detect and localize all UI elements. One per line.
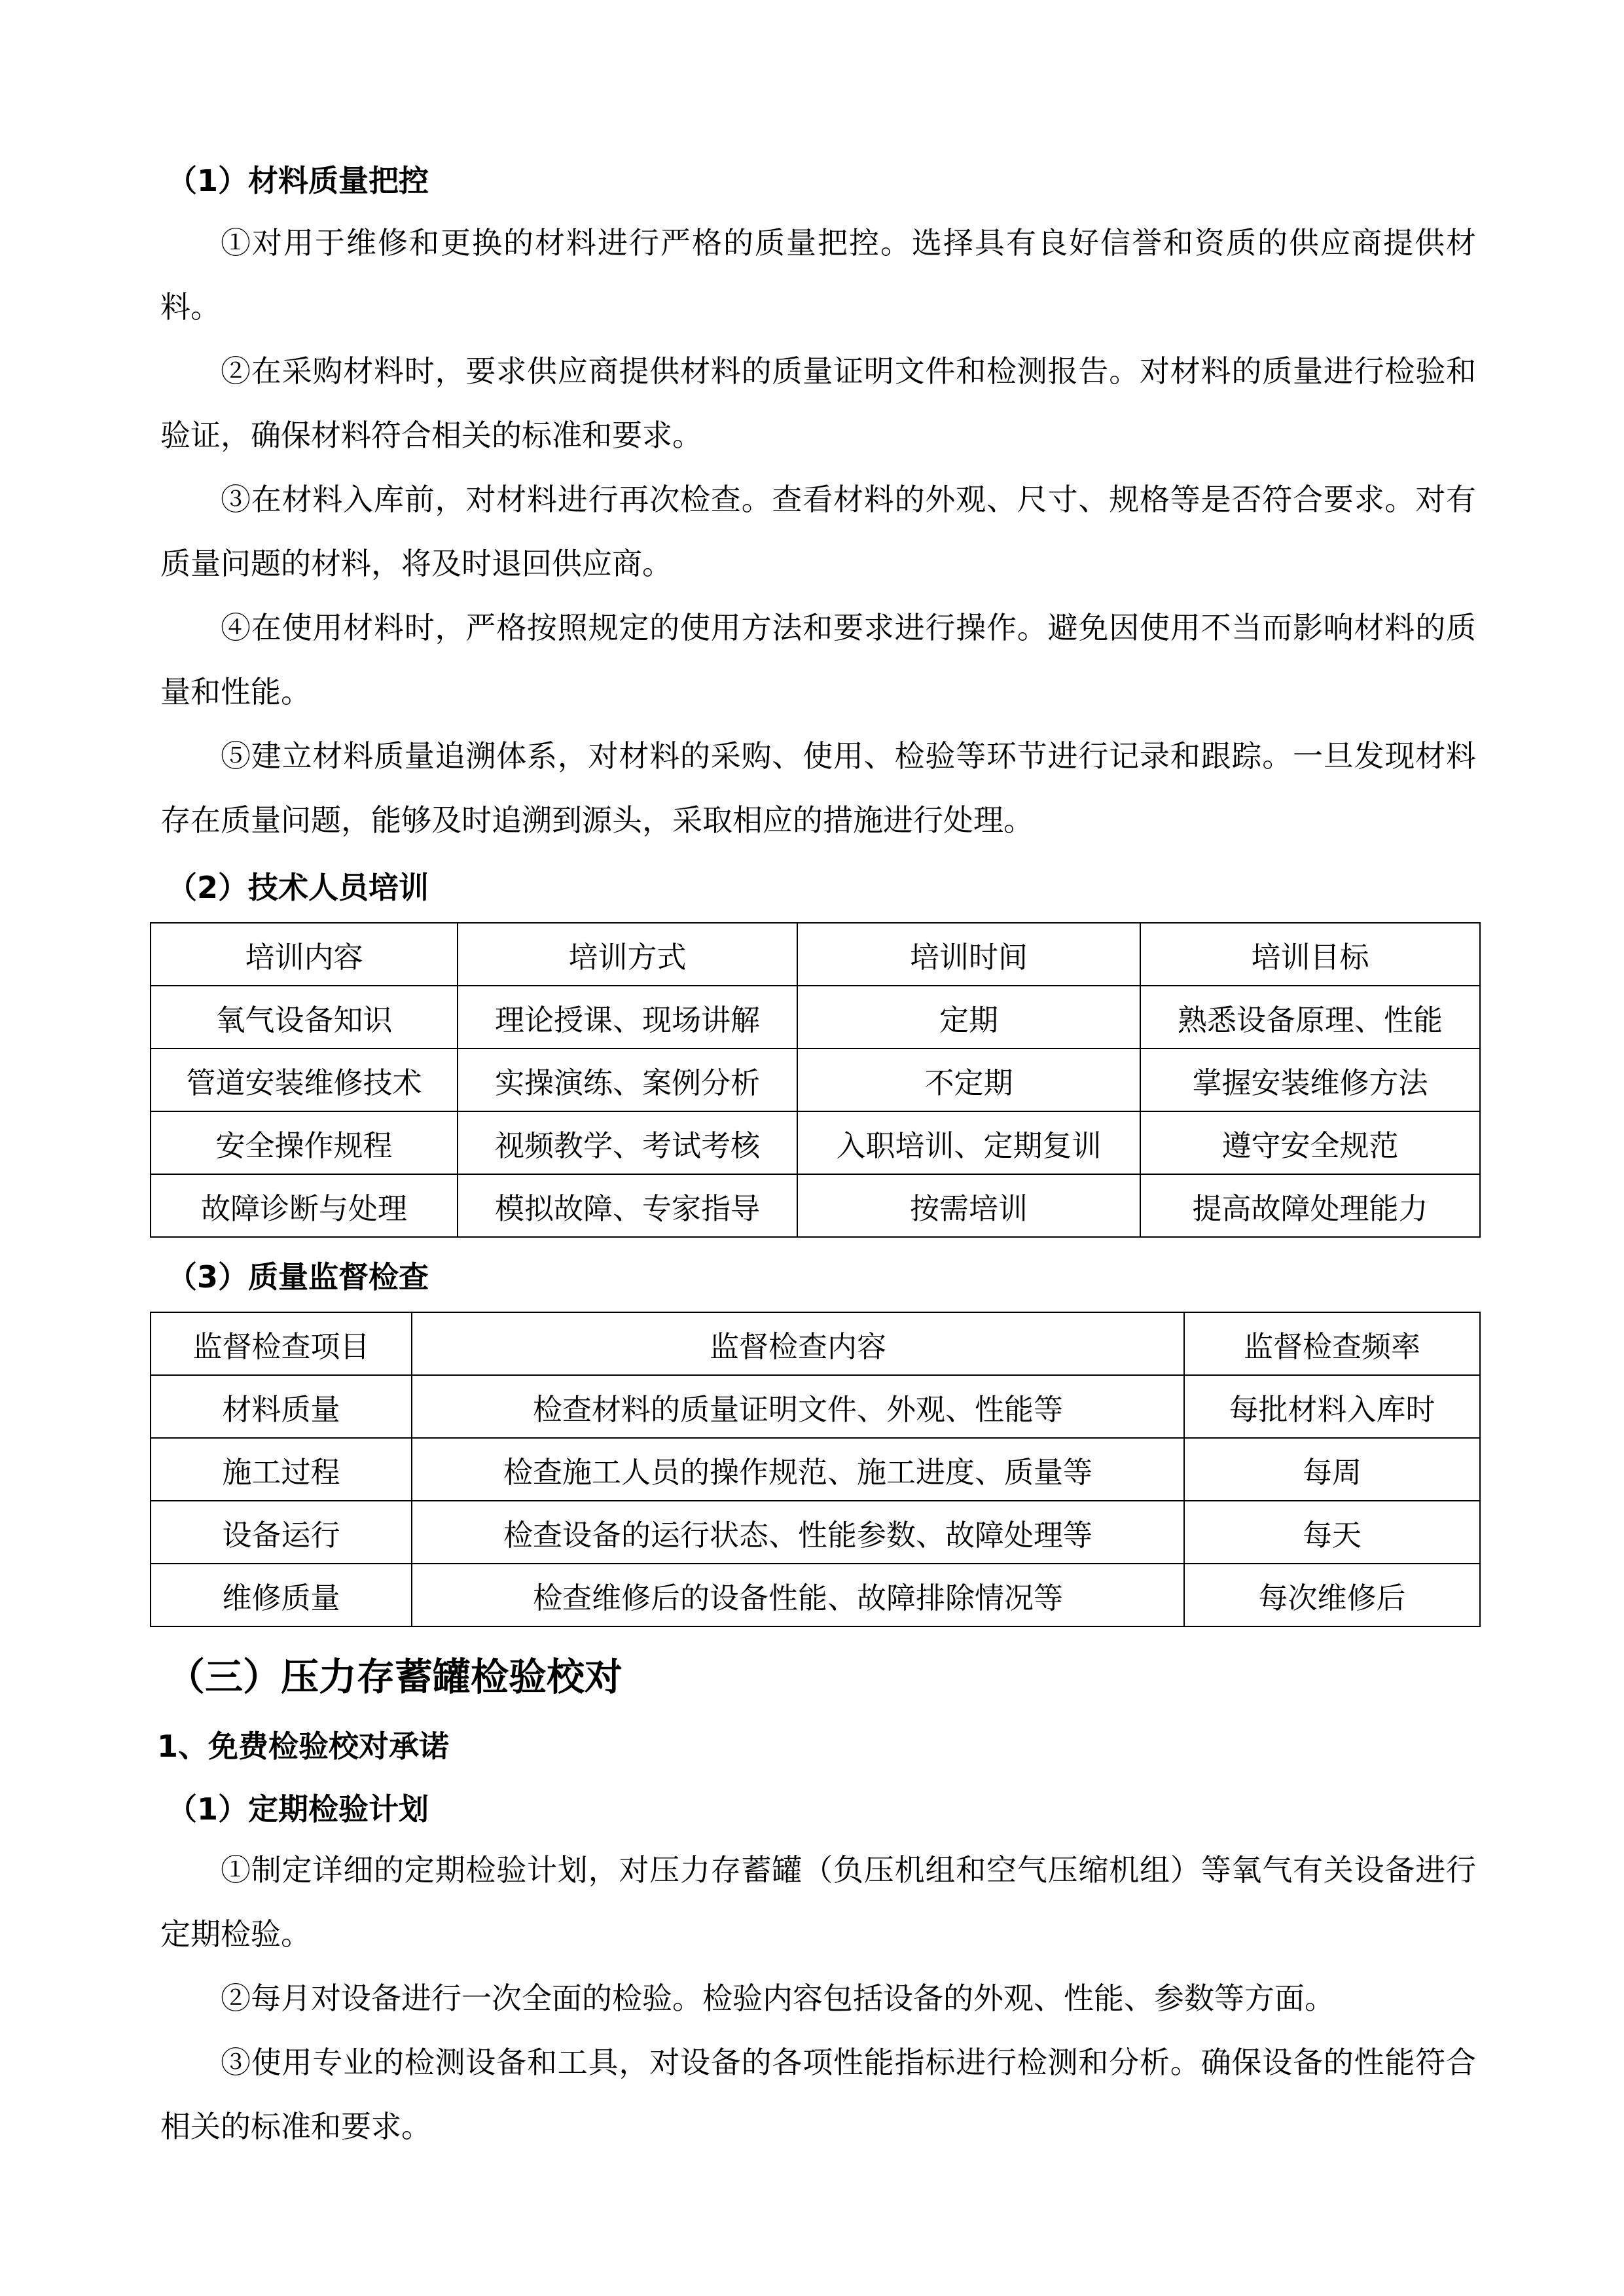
paragraph-6: ①制定详细的定期检验计划，对压力存蓄罐（负压机组和空气压缩机组）等氧气有关设备进行定期检验。: [160, 1852, 1476, 1952]
paragraph-1: ①对用于维修和更换的材料进行严格的质量把控。选择具有良好信誉和资质的供应商提供材料。: [160, 225, 1476, 325]
table-row: [151, 1174, 1480, 1237]
subheading-free-inspection: 1、免费检验校对承诺: [157, 1729, 450, 1764]
table-header-cell: 培训方式: [458, 923, 797, 986]
table-header-row: [151, 1312, 1480, 1375]
table-row: [151, 986, 1480, 1049]
table-row: [151, 1375, 1480, 1438]
paragraph-2: ②在采购材料时，要求供应商提供材料的质量证明文件和检测报告。对材料的质量进行检验和验证，确保材料符合相关的标准和要求。: [160, 353, 1476, 453]
table-cell: 氧气设备知识: [151, 986, 458, 1049]
table-cell: 检查施工人员的操作规范、施工进度、质量等: [412, 1438, 1184, 1501]
heading-quality-supervision: （3）质量监督检查: [167, 1259, 429, 1295]
table-cell: 定期: [797, 986, 1140, 1049]
table-cell: 按需培训: [797, 1174, 1140, 1237]
table-cell: 设备运行: [151, 1501, 412, 1564]
table-cell: 管道安装维修技术: [151, 1049, 458, 1111]
table-cell: 故障诊断与处理: [151, 1174, 458, 1237]
subheading-inspection-plan: （1）定期检验计划: [167, 1791, 429, 1827]
paragraph-8: ③使用专业的检测设备和工具，对设备的各项性能指标进行检测和分析。确保设备的性能符合相关的标准和要求。: [160, 2045, 1476, 2144]
table-header-cell: 监督检查内容: [412, 1312, 1184, 1375]
heading-material-quality: （1）材料质量把控: [167, 163, 429, 198]
table-row: [151, 1501, 1480, 1564]
table-cell: 每周: [1184, 1438, 1480, 1501]
table-cell: 不定期: [797, 1049, 1140, 1111]
table-cell: 维修质量: [151, 1564, 412, 1626]
paragraph-5: ⑤建立材料质量追溯体系，对材料的采购、使用、检验等环节进行记录和跟踪。一旦发现材料存在质量问题，能够及时追溯到源头，采取相应的措施进行处理。: [160, 738, 1476, 838]
table-row: [151, 1564, 1480, 1626]
table-cell: 掌握安装维修方法: [1140, 1049, 1480, 1111]
table-header-cell: 监督检查项目: [151, 1312, 412, 1375]
table-header-cell: 监督检查频率: [1184, 1312, 1480, 1375]
table-cell: 检查维修后的设备性能、故障排除情况等: [412, 1564, 1184, 1626]
table-cell: 熟悉设备原理、性能: [1140, 986, 1480, 1049]
table-header-cell: 培训时间: [797, 923, 1140, 986]
paragraph-7: ②每月对设备进行一次全面的检验。检验内容包括设备的外观、性能、参数等方面。: [221, 1981, 1335, 2016]
table-row: [151, 1111, 1480, 1174]
table-header-cell: 培训内容: [151, 923, 458, 986]
table-cell: 视频教学、考试考核: [458, 1111, 797, 1174]
paragraph-3: ③在材料入库前，对材料进行再次检查。查看材料的外观、尺寸、规格等是否符合要求。对有质量问题的材料，将及时退回供应商。: [160, 482, 1476, 581]
table-cell: 每天: [1184, 1501, 1480, 1564]
table-cell: 理论授课、现场讲解: [458, 986, 797, 1049]
table-row: [151, 1438, 1480, 1501]
section-title-pressure-tank: （三）压力存蓄罐检验校对: [167, 1655, 623, 1699]
table-cell: 安全操作规程: [151, 1111, 458, 1174]
table-cell: 检查设备的运行状态、性能参数、故障处理等: [412, 1501, 1184, 1564]
table-cell: 检查材料的质量证明文件、外观、性能等: [412, 1375, 1184, 1438]
table-row: [151, 1049, 1480, 1111]
training-table: [150, 922, 1481, 1238]
table-cell: 每次维修后: [1184, 1564, 1480, 1626]
table-cell: 入职培训、定期复训: [797, 1111, 1140, 1174]
paragraph-4: ④在使用材料时，严格按照规定的使用方法和要求进行操作。避免因使用不当而影响材料的质量和性能。: [160, 610, 1476, 709]
table-cell: 提高故障处理能力: [1140, 1174, 1480, 1237]
table-cell: 每批材料入库时: [1184, 1375, 1480, 1438]
supervision-table: [150, 1312, 1481, 1627]
table-cell: 遵守安全规范: [1140, 1111, 1480, 1174]
table-cell: 实操演练、案例分析: [458, 1049, 797, 1111]
heading-staff-training: （2）技术人员培训: [167, 870, 429, 905]
table-cell: 材料质量: [151, 1375, 412, 1438]
table-header-row: [151, 923, 1480, 986]
table-header-cell: 培训目标: [1140, 923, 1480, 986]
table-cell: 模拟故障、专家指导: [458, 1174, 797, 1237]
table-cell: 施工过程: [151, 1438, 412, 1501]
